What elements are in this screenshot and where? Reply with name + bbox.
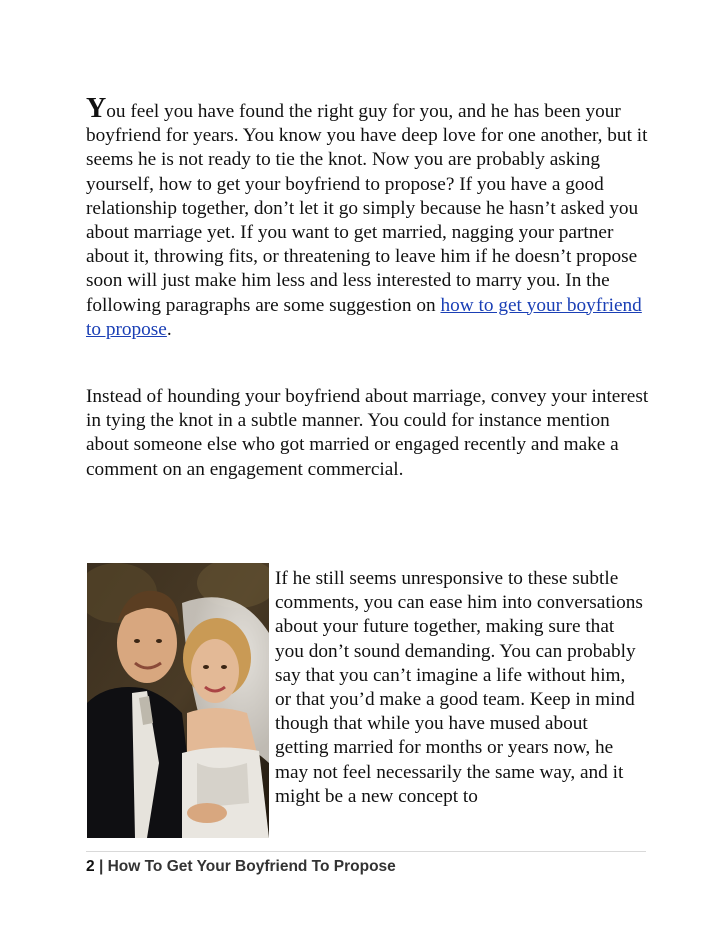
intro-paragraph	[86, 95, 656, 342]
drop-cap-letter: Y	[86, 93, 107, 124]
wedding-couple-photo	[87, 563, 269, 838]
footer-separator: |	[98, 858, 104, 875]
footer-divider	[86, 851, 646, 852]
intro-paragraph-end: .	[166, 318, 172, 340]
footer-title: How To Get Your Boyfriend To Propose	[107, 858, 396, 875]
subtle-hint-paragraph: Instead of hounding your boyfriend about marriage, convey your interest in tying the knot in a subtle manner. You could for instance mention about someone else who got married or engaged recently and make a comment on an engagement commercial.	[86, 386, 649, 480]
propose-guide-link[interactable]: how to get your boyfriend to propose	[86, 294, 642, 340]
page-number: 2	[86, 858, 95, 875]
conversation-paragraph: If he still seems unresponsive to these subtle comments, you can ease him into conversations about your future together, making sure that you don’t sound demanding. You can probably say that you can’t imagine a life without him, or that you’d make a good team. Keep in mind though that while you have mused about getting married for months or years now, he may not feel necessarily the same way, and it might be a new concept to	[275, 568, 643, 807]
page-footer	[86, 858, 396, 876]
intro-paragraph-text: ou feel you have found the right guy for you, and he has been your boyfriend for years. You know you have deep love for one another, but it seems he is not ready to tie the knot. Now you are probably asking yourself, how to get your boyfriend to propose? If you have a good relationship together, don’t let it go simply because he hasn’t asked you about marriage yet. If you want to get married, nagging your partner about it, throwing fits, or threatening to leave him if he doesn’t propose soon will just make him less and less interested to marry you. In the following paragraphs are some suggestion on	[86, 101, 648, 316]
